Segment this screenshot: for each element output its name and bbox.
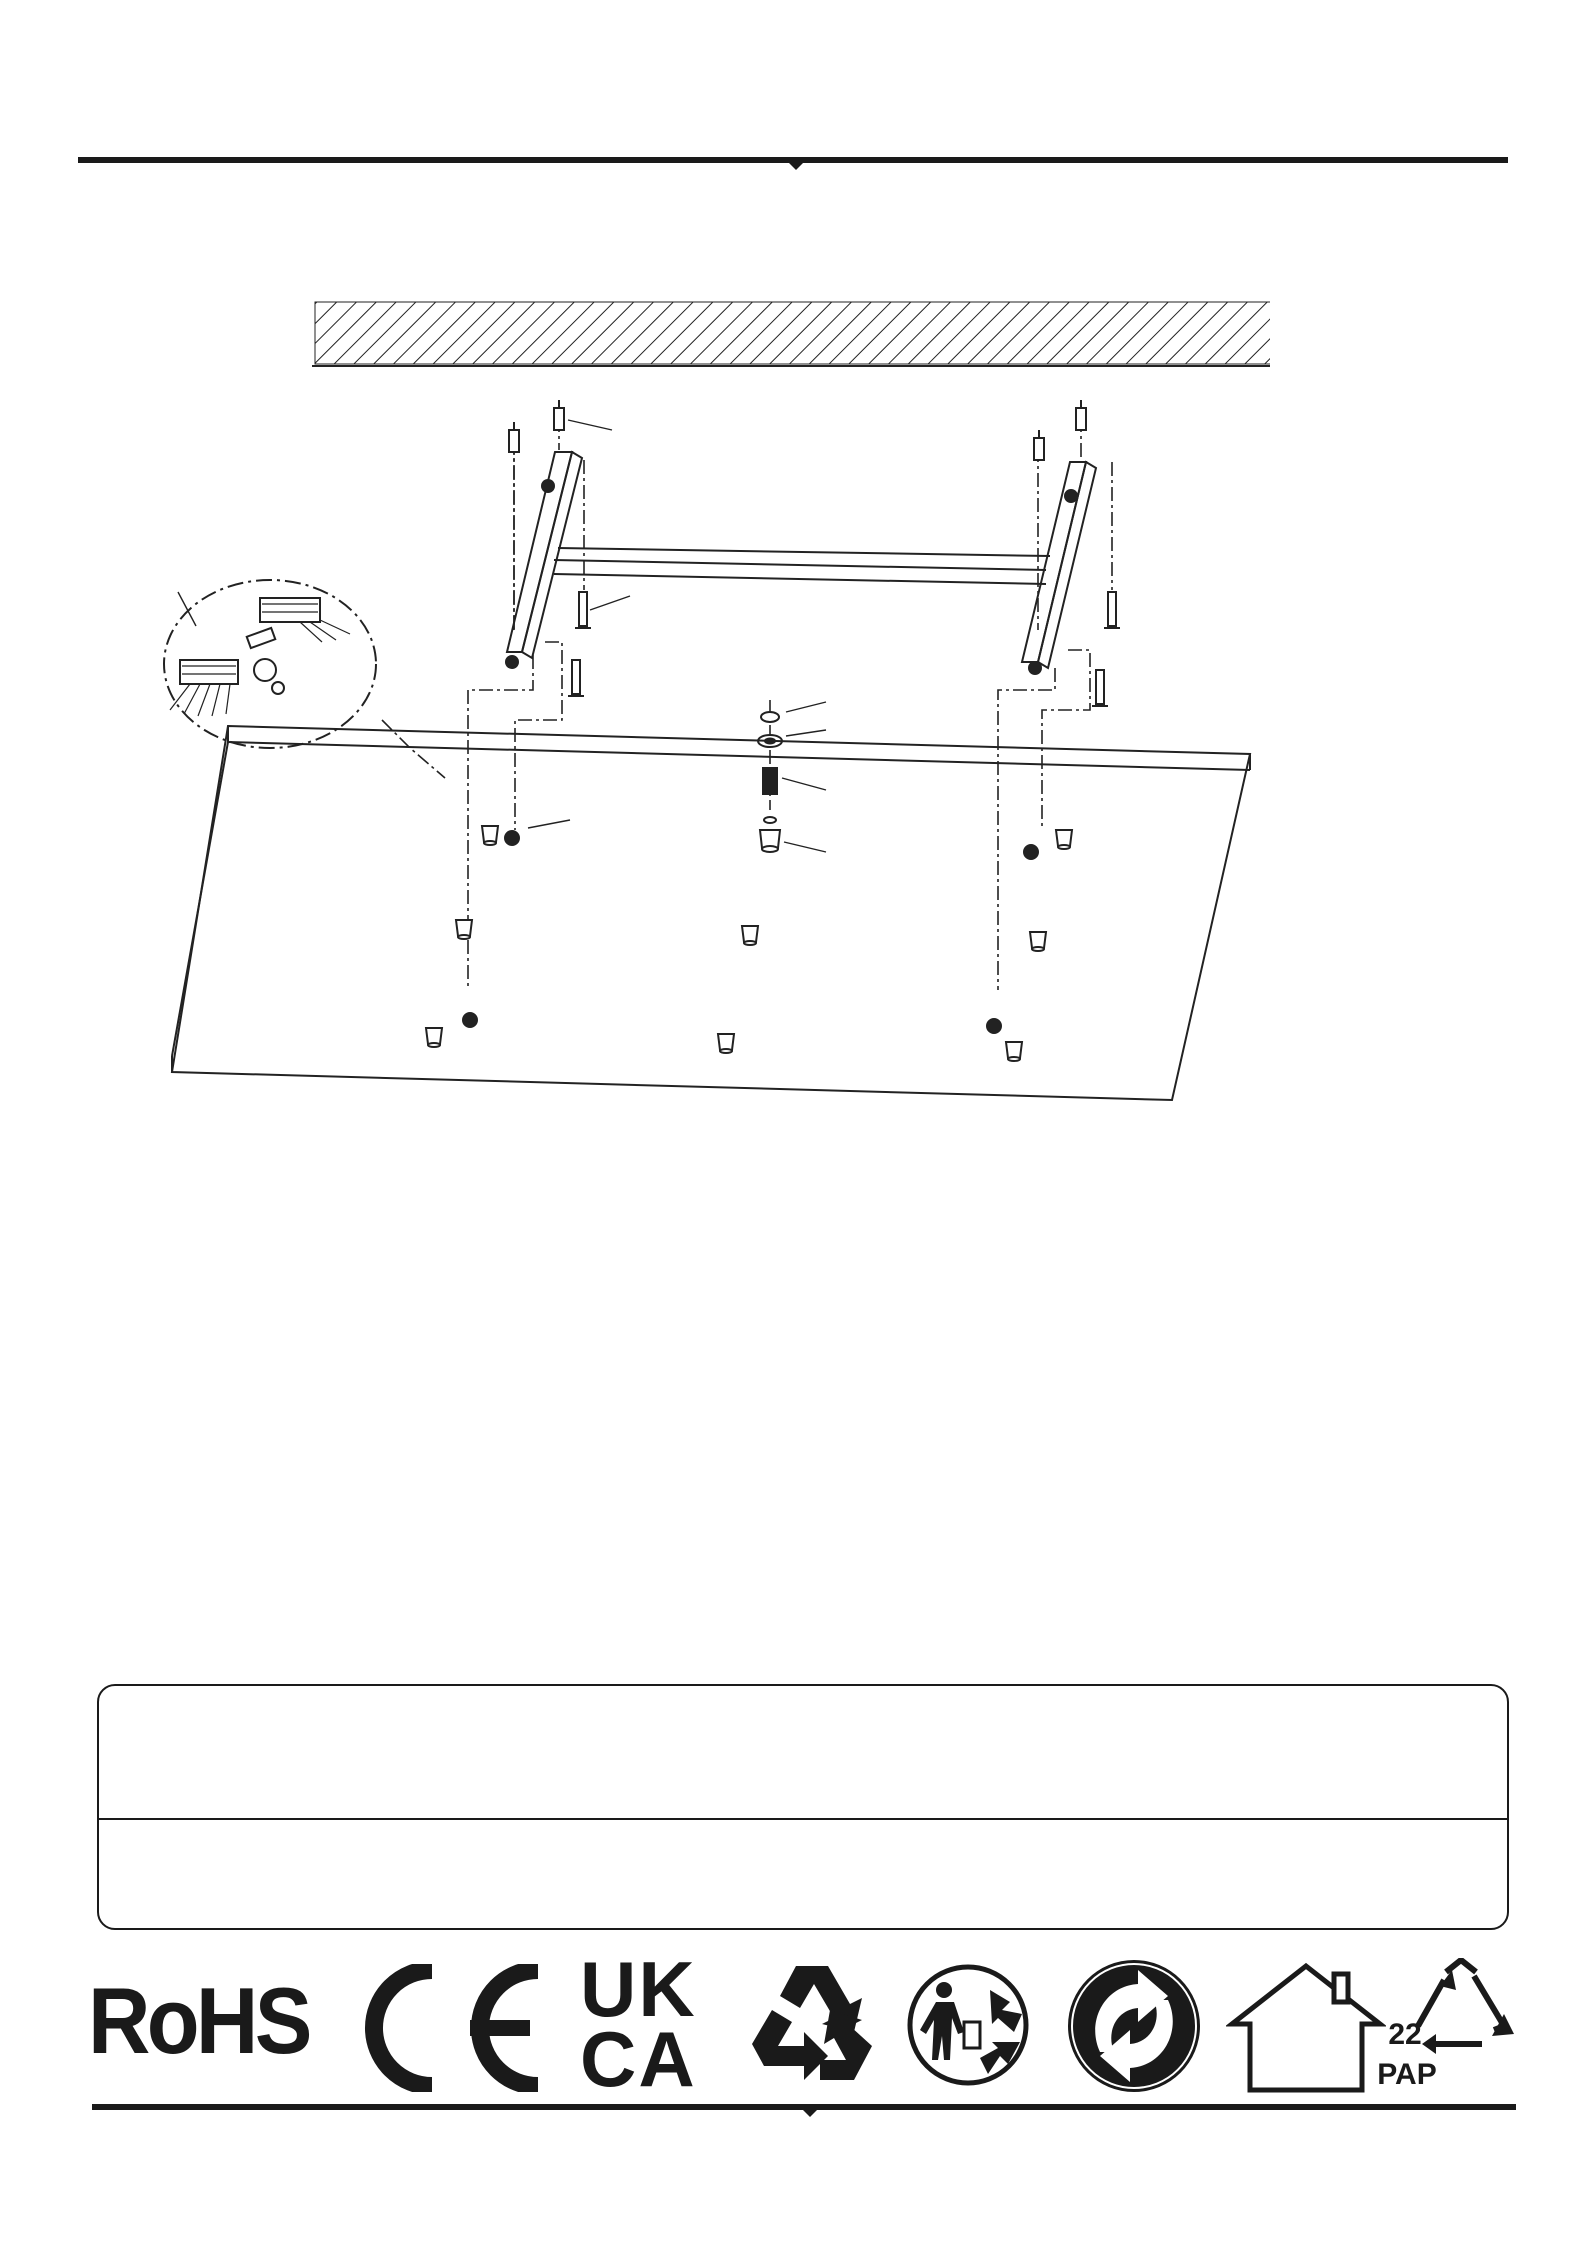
crossbar: [554, 548, 1050, 584]
leader-lines: [528, 420, 826, 852]
threaded-sleeve: [763, 768, 777, 794]
wall-plugs: [509, 400, 1086, 460]
ukca-mark-line1: UK: [580, 1945, 697, 2033]
ukca-mark-line2: CA: [580, 2015, 697, 2103]
info-box-divider: [99, 1818, 1507, 1820]
tidyman-recycle-icon: [902, 1960, 1042, 2090]
green-dot-icon: [1064, 1956, 1204, 2096]
guide-lines: [382, 418, 1112, 990]
indoor-use-house-icon: [1226, 1960, 1386, 2096]
mounting-bracket-right: [1022, 462, 1096, 668]
nut: [761, 712, 779, 722]
rohs-mark: RoHS: [88, 1968, 309, 2073]
canopy-plate: [172, 726, 1250, 1100]
screws: [568, 592, 1120, 706]
terminal-block-detail: [164, 580, 376, 748]
recycling-triangle-icon: [742, 1958, 882, 2088]
pap-label: PAP: [1377, 2058, 1437, 2091]
ceiling-hatch: [312, 302, 1270, 366]
information-box: [97, 1684, 1509, 1930]
certification-marks: [88, 1945, 1518, 2103]
assembly-diagram: [150, 290, 1270, 1110]
ce-mark-icon: [342, 1964, 552, 2092]
top-rule-notch: [788, 162, 804, 170]
pap-number: 22: [1388, 2018, 1422, 2051]
bracket-screws: [505, 479, 1078, 675]
bottom-rule-notch: [802, 2109, 818, 2117]
lamp-holders: [426, 826, 1072, 1061]
